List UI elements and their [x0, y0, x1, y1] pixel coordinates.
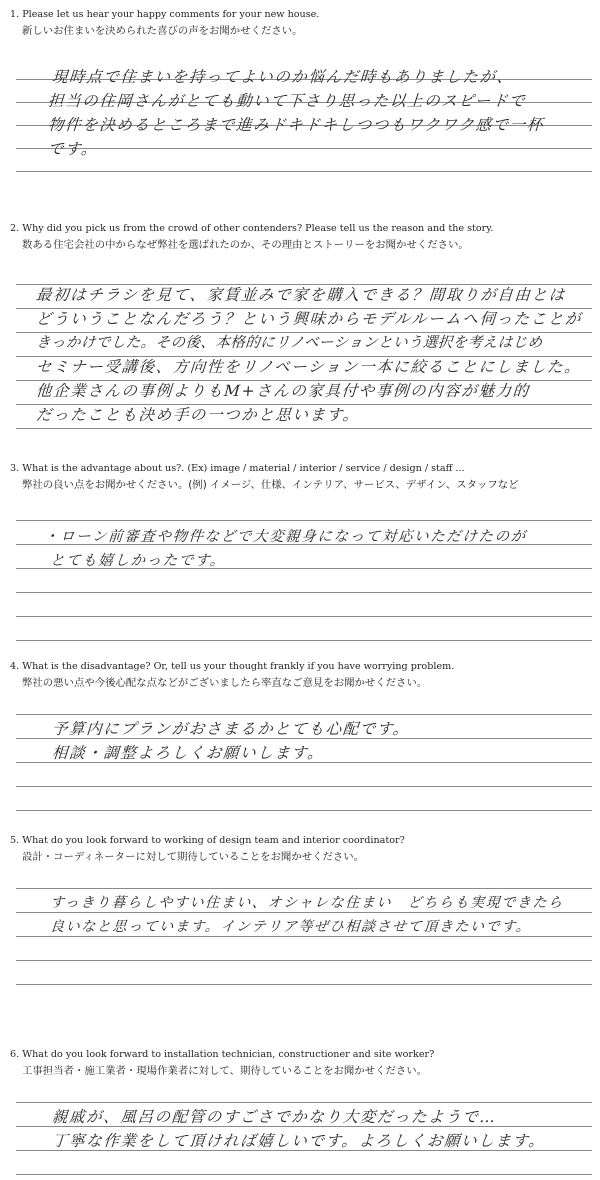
- ruled-line: [16, 1174, 592, 1175]
- answer-1-line-4: です。: [47, 140, 99, 158]
- answer-4-line-1: 予算内にプランがおさまるかとても心配です。: [51, 720, 411, 738]
- answer-1-line-3: 物件を決めるところまで進みドキドキしつつもワクワク感で一杯: [47, 116, 545, 134]
- question-5-english: 5. What do you look forward to working of design team and interior coordinator?: [10, 835, 405, 846]
- answer-6-line-2: 丁寧な作業をして頂ければ嬉しいです。よろしくお願いします。: [51, 1132, 547, 1150]
- answer-2-line-6: だったことも決め手の一つかと思います。: [35, 406, 361, 424]
- answer-2-line-1: 最初はチラシを見て、家賃並みで家を購入できる？間取りが自由とは: [35, 286, 567, 304]
- ruled-line: [16, 520, 592, 521]
- answer-3-line-2: とても嬉しかったです。: [49, 553, 227, 569]
- question-2: [0, 222, 600, 472]
- question-2-english: 2. Why did you pick us from the crowd of other contenders? Please tell us the reason and the story.: [10, 223, 494, 234]
- ruled-line: [16, 888, 592, 889]
- answer-2-line-5: 他企業さんの事例よりもM+さんの家具付や事例の内容が魅力的: [35, 382, 531, 400]
- ruled-line: [16, 810, 592, 811]
- question-4-english: 4. What is the disadvantage? Or, tell us your thought frankly if you have worrying problem.: [10, 661, 455, 672]
- answer-6-line-1: 親戚が、風呂の配管のすごさでかなり大変だったようで…: [51, 1108, 498, 1126]
- answer-2-line-3: きっかけでした。その後、本格的にリノベーションという選択を考えはじめ: [35, 334, 544, 351]
- ruled-line: [16, 714, 592, 715]
- question-1-japanese: 新しいお住まいを決められた喜びの声をお聞かせください。: [22, 25, 303, 37]
- ruled-line: [16, 404, 592, 405]
- ruled-line: [16, 1126, 592, 1127]
- ruled-line: [16, 428, 592, 429]
- ruled-line: [16, 984, 592, 985]
- answer-2-line-4: セミナー受講後、方向性をリノベーション一本に絞ることにしました。: [35, 358, 582, 376]
- ruled-line: [16, 171, 592, 172]
- question-6-japanese: 工事担当者・施工業者・現場作業者に対して、期待していることをお聞かせください。: [22, 1065, 428, 1077]
- question-4-japanese: 弊社の悪い点や今後心配な点などがございましたら率直なご意見をお聞かせください。: [22, 677, 428, 689]
- ruled-line: [16, 1102, 592, 1103]
- ruled-line: [16, 592, 592, 593]
- answer-5-line-2: 良いなと思っています。インテリア等ぜひ相談させて頂きたいです。: [49, 919, 532, 935]
- ruled-line: [16, 616, 592, 617]
- answer-2-line-2: どういうことなんだろう？という興味からモデルルームへ伺ったことが: [35, 310, 583, 328]
- question-5-japanese: 設計・コーディネーターに対して期待していることをお聞かせください。: [22, 851, 365, 863]
- question-3: [0, 462, 600, 632]
- answer-1-line-2: 担当の住岡さんがとても動いて下さり思った以上のスピードで: [47, 92, 527, 110]
- ruled-line: [16, 936, 592, 937]
- ruled-line: [16, 1150, 592, 1151]
- ruled-line: [16, 148, 592, 149]
- ruled-line: [16, 308, 592, 309]
- ruled-line: [16, 332, 592, 333]
- question-1-english: 1. Please let us hear your happy comments for your new house.: [10, 9, 320, 20]
- question-6: [0, 1048, 600, 1178]
- ruled-line: [16, 786, 592, 787]
- answer-3-line-1: ・ローン前審査や物件などで大変親身になって対応いただけたのが: [43, 529, 528, 545]
- question-3-english: 3. What is the advantage about us?. (Ex) image / material / interior / service / design / staff ...: [10, 463, 465, 474]
- ruled-line: [16, 960, 592, 961]
- ruled-line: [16, 640, 592, 641]
- question-4: [0, 660, 600, 810]
- ruled-line: [16, 380, 592, 381]
- question-6-english: 6. What do you look forward to installation technician, constructioner and site worker?: [10, 1049, 435, 1060]
- question-3-japanese: 弊社の良い点をお聞かせください。(例) イメージ、仕様、インテリア、サービス、デザイン、スタッフなど: [22, 479, 519, 491]
- ruled-line: [16, 738, 592, 739]
- ruled-line: [16, 912, 592, 913]
- answer-5-line-1: すっきり暮らしやすい住まい、オシャレな住まい どちらも実現できたら: [49, 895, 565, 911]
- ruled-line: [16, 762, 592, 763]
- question-5: [0, 834, 600, 994]
- question-2-japanese: 数ある住宅会社の中からなぜ弊社を選ばれたのか、その理由とストーリーをお聞かせください。: [22, 239, 469, 251]
- answer-1-line-1: 現時点で住まいを持ってよいのか悩んだ時もありましたが、: [51, 68, 515, 86]
- ruled-line: [16, 356, 592, 357]
- question-1: [0, 8, 600, 198]
- ruled-line: [16, 284, 592, 285]
- answer-4-line-2: 相談・調整よろしくお願いします。: [51, 744, 326, 762]
